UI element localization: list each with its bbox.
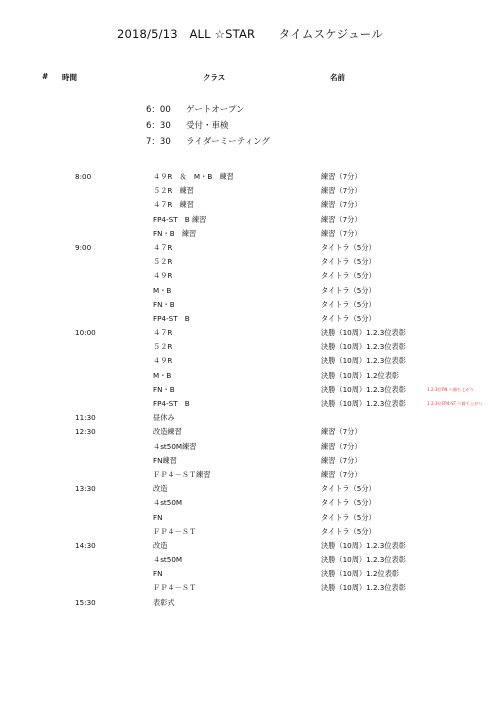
table-row — [0, 255, 500, 269]
row-class: 改造練習 — [153, 427, 182, 437]
row-class: ４st50M — [153, 555, 183, 565]
row-class: FN — [153, 569, 163, 579]
table-row — [0, 397, 500, 411]
row-name: 練習（7分） — [321, 214, 362, 224]
table-row — [0, 511, 500, 525]
row-time: 13:30 — [75, 484, 96, 494]
row-name: 決勝（10周）1.2.3位表彰 — [321, 328, 406, 338]
pre-item — [146, 135, 270, 147]
table-row — [0, 326, 500, 340]
table-row — [0, 411, 500, 425]
row-name: 決勝（10周）1.2位表彰 — [321, 370, 400, 380]
row-class: FP4-ST B 練習 — [153, 214, 207, 224]
table-row — [0, 525, 500, 539]
row-name: 決勝（10周）1.2.3位表彰 — [321, 583, 406, 593]
row-class: ４７R — [153, 242, 173, 252]
table-row — [0, 170, 500, 184]
row-name: 決勝（10周）1.2.3位表彰 — [321, 342, 406, 352]
row-class: ４９R — [153, 356, 173, 366]
pre-item — [146, 119, 229, 131]
row-name: タイトラ（5分） — [321, 285, 376, 295]
row-name: 練習（7分） — [321, 427, 362, 437]
row-name: タイトラ（5分） — [321, 271, 376, 281]
row-note: 1.2.3位FN へ勝ち上がり — [427, 386, 474, 392]
row-name: 決勝（10周）1.2.3位表彰 — [321, 384, 406, 394]
pre-label: 受付・車検 — [186, 121, 229, 131]
row-name: 練習（7分） — [321, 200, 362, 210]
schedule-table — [0, 170, 500, 610]
row-name: タイトラ（5分） — [321, 498, 376, 508]
header-num: # — [42, 72, 49, 81]
row-class: ４７R 練習 — [153, 200, 194, 210]
row-class: FN練習 — [153, 455, 177, 465]
row-class: ５２R — [153, 342, 173, 352]
table-row — [0, 269, 500, 283]
row-class: 昼休み — [153, 413, 175, 423]
row-class: ４９R ＆ M・B 練習 — [153, 172, 234, 181]
pre-time: 6：00 — [146, 105, 171, 115]
table-row — [0, 198, 500, 212]
table-row — [0, 298, 500, 312]
row-name: 練習（7分） — [321, 455, 362, 465]
row-name: タイトラ（5分） — [321, 242, 376, 252]
row-class: 改造 — [153, 484, 168, 494]
row-class: ＦＰ４－ＳＴ練習 — [153, 469, 211, 479]
row-class: FN — [153, 512, 163, 522]
row-time: 14:30 — [75, 540, 96, 550]
table-row — [0, 369, 500, 383]
row-name: 練習（7分） — [321, 228, 362, 238]
row-class: FP4-ST B — [153, 399, 190, 408]
row-class: ４７R — [153, 328, 173, 338]
table-row — [0, 184, 500, 198]
row-name: 決勝（10周）1.2.3位表彰 — [321, 555, 406, 565]
row-class: ４st50M練習 — [153, 441, 197, 451]
row-class: M・B — [153, 370, 172, 380]
row-name: タイトラ（5分） — [321, 257, 376, 267]
row-class: ５２R 練習 — [153, 186, 194, 196]
pre-item — [146, 103, 244, 115]
table-row — [0, 241, 500, 255]
pre-label: ライダーミーティング — [186, 137, 270, 147]
row-name: 決勝（10周）1.2.3位表彰 — [321, 540, 406, 550]
table-row — [0, 227, 500, 241]
row-name: 練習（7分） — [321, 172, 362, 181]
row-time: 15:30 — [75, 597, 96, 607]
table-row — [0, 581, 500, 595]
pre-label: ゲートオープン — [186, 105, 245, 115]
table-row — [0, 553, 500, 567]
page-title: 2018/5/13 ALL ☆STAR タイムスケジュール — [117, 27, 383, 41]
row-name: タイトラ（5分） — [321, 484, 376, 494]
table-row — [0, 213, 500, 227]
row-class: ４９R — [153, 271, 173, 281]
header-name: 名前 — [330, 73, 345, 82]
row-class: M・B — [153, 285, 172, 295]
header-class: クラス — [203, 73, 226, 82]
table-row — [0, 354, 500, 368]
row-name: 決勝（10周）1.2.3位表彰 — [321, 356, 406, 366]
table-row — [0, 454, 500, 468]
table-row — [0, 482, 500, 496]
row-time: 11:30 — [75, 413, 96, 423]
row-name: タイトラ（5分） — [321, 526, 376, 536]
row-note: 1.2.3位FP4-ST へ勝ち上がり — [427, 401, 483, 406]
row-time: 9:00 — [75, 242, 92, 252]
row-name: 決勝（10周）1.2.3位表彰 — [321, 399, 406, 408]
table-row — [0, 284, 500, 298]
row-class: ５２R — [153, 257, 173, 267]
row-class: 改造 — [153, 540, 168, 550]
row-class: ４st50M — [153, 498, 183, 508]
row-time: 12:30 — [75, 427, 96, 437]
row-name: タイトラ（5分） — [321, 299, 376, 309]
table-row — [0, 383, 500, 397]
row-name: 練習（7分） — [321, 186, 362, 196]
row-time: 10:00 — [75, 328, 96, 338]
row-class: FN・B — [153, 299, 175, 309]
row-name: 練習（7分） — [321, 441, 362, 451]
table-row — [0, 312, 500, 326]
row-class: ＦＰ４－ＳＴ — [153, 526, 197, 536]
pre-time: 7：30 — [146, 137, 171, 147]
table-row — [0, 567, 500, 581]
row-name: タイトラ（5分） — [321, 313, 376, 323]
table-row — [0, 496, 500, 510]
row-class: FP4-ST B — [153, 313, 190, 323]
row-class: 表彰式 — [153, 597, 175, 607]
row-time: 8:00 — [75, 172, 92, 181]
row-class: FN・B — [153, 384, 175, 394]
table-row — [0, 340, 500, 354]
table-row — [0, 440, 500, 454]
row-class: ＦＰ４－ＳＴ — [153, 583, 197, 593]
table-row — [0, 468, 500, 482]
pre-time: 6：30 — [146, 121, 171, 131]
table-row — [0, 539, 500, 553]
row-name: タイトラ（5分） — [321, 512, 376, 522]
row-class: FN・B 練習 — [153, 228, 197, 238]
table-row — [0, 425, 500, 439]
row-name: 決勝（10周）1.2位表彰 — [321, 569, 400, 579]
header-time: 時間 — [62, 73, 77, 82]
row-name: 練習（7分） — [321, 469, 362, 479]
table-row — [0, 596, 500, 610]
